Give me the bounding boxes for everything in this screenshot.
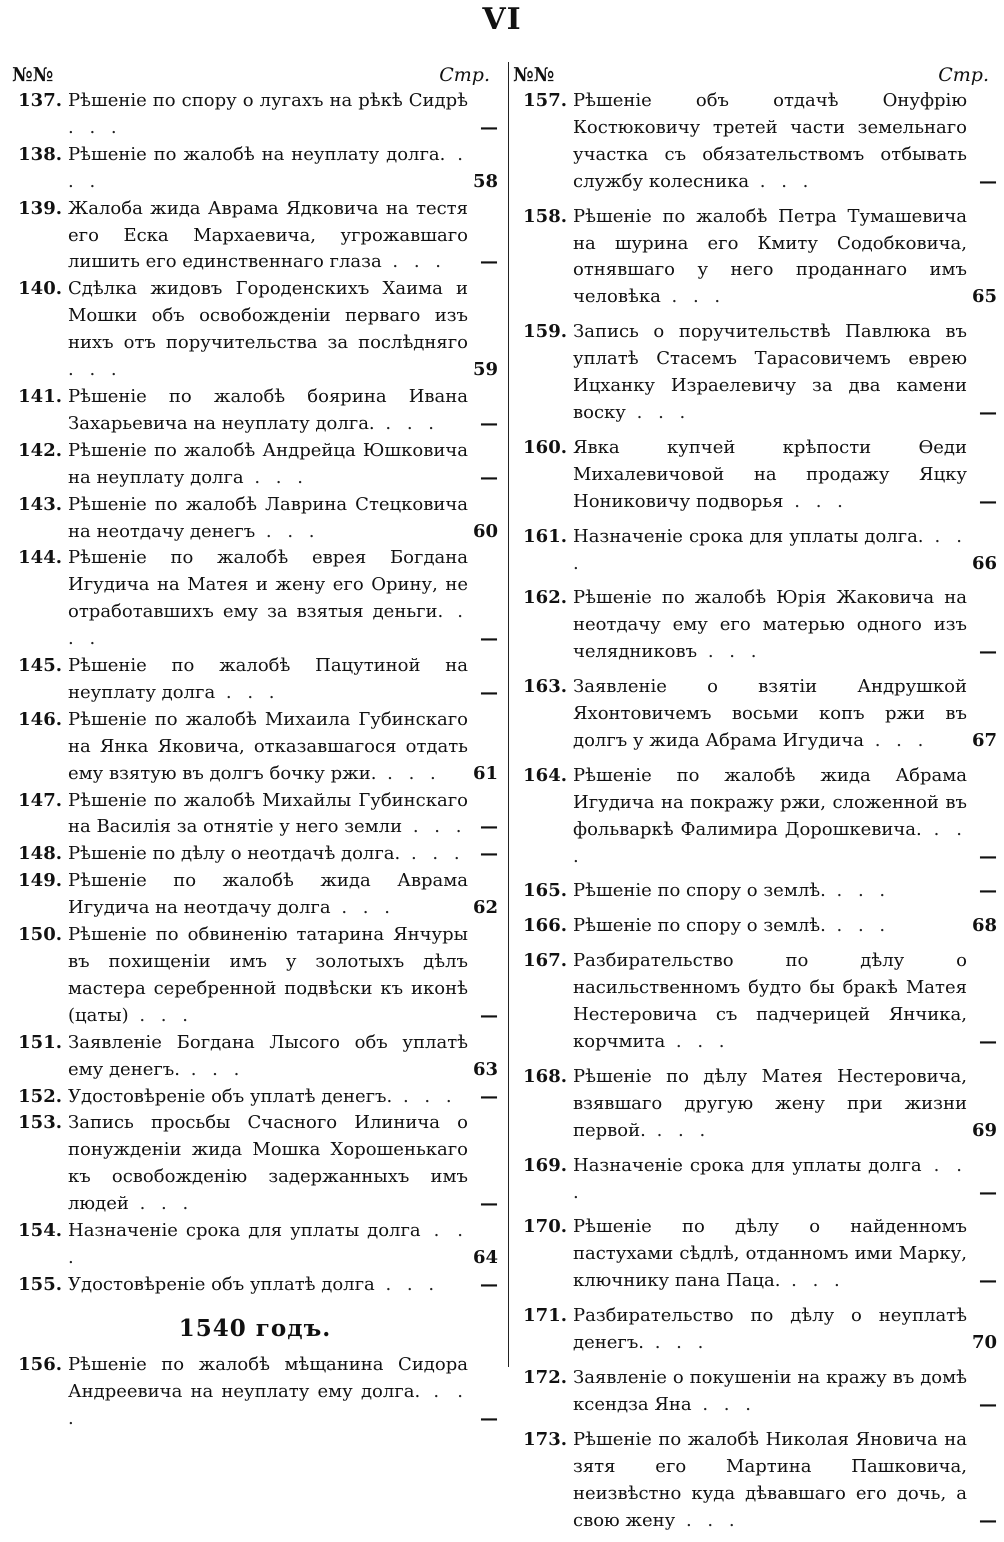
- entry-title-text: Рѣшеніе по дѣлу Матея Нестеровича, взявшаго другую жену при жизни первой.: [573, 1065, 967, 1141]
- entry-gap: [513, 1145, 997, 1153]
- entry-number: 169.: [523, 1154, 567, 1176]
- entry-title: [573, 913, 967, 940]
- entry-page: 63: [472, 1058, 498, 1080]
- entry-title-text: Назначеніе срока для уплаты долга: [68, 1220, 421, 1242]
- page-header: Стр.: [938, 64, 989, 86]
- entry-title: [68, 1110, 468, 1218]
- entry-title: [573, 524, 967, 578]
- entry-page: —: [480, 466, 498, 488]
- entry-gap: [513, 940, 997, 948]
- entry-title-text: Рѣшеніе по дѣлу о неотдачѣ долга.: [68, 843, 401, 865]
- entry-page: —: [979, 845, 997, 867]
- leader-dots: . . .: [243, 466, 308, 488]
- column-header: [12, 62, 498, 88]
- toc-entry: [12, 841, 498, 868]
- leader-dots: . . .: [255, 520, 320, 542]
- entry-title-text: Рѣшеніе по жалобѣ Пацутиной на неуплату долга: [68, 655, 468, 703]
- entry-number: 149.: [18, 870, 62, 892]
- entry-gap: [513, 755, 997, 763]
- entry-number: 139.: [18, 197, 62, 219]
- entry-number: 173.: [523, 1428, 567, 1450]
- entry-page: —: [979, 1031, 997, 1052]
- toc-entry: [513, 88, 997, 196]
- toc-entry: [12, 384, 498, 438]
- entry-gap: [513, 1206, 997, 1214]
- number-header: №№: [12, 64, 54, 86]
- entry-title-text: Жалоба жида Аврама Ядковича на тестя его Еска Мархаевича, угрожавшаго лишить его единственнаго глаза: [68, 197, 468, 273]
- toc-entry: [12, 1218, 498, 1272]
- left-column: [12, 62, 498, 1433]
- entry-list: [12, 88, 498, 1299]
- entry-page: —: [480, 251, 498, 273]
- entry-title: [68, 922, 468, 1030]
- leader-dots: . . .: [179, 1058, 245, 1080]
- entry-title-text: Рѣшеніе по дѣлу о найденномъ пастухами сѣдлѣ, отданномъ ими Марку, ключнику пана Паца.: [573, 1216, 967, 1292]
- entry-gap: [513, 1295, 997, 1303]
- leader-dots: . . .: [665, 1031, 730, 1052]
- entry-title: [68, 384, 468, 438]
- leader-dots: . . .: [68, 1220, 469, 1268]
- entry-page: —: [979, 490, 997, 512]
- entry-title: [573, 319, 967, 427]
- entry-number: 151.: [18, 1031, 62, 1053]
- entry-number: 161.: [523, 525, 567, 547]
- entry-gap: [513, 1534, 997, 1542]
- leader-dots: . . .: [400, 843, 465, 865]
- leader-dots: . . .: [68, 359, 122, 381]
- entry-number: 146.: [18, 708, 62, 730]
- entry-number: 138.: [18, 143, 62, 165]
- entry-number: 155.: [18, 1273, 62, 1295]
- entry-page: —: [480, 1004, 498, 1026]
- entry-title-text: Удостовѣреніе объ уплатѣ долга: [68, 1273, 375, 1295]
- leader-dots: . . .: [697, 641, 762, 663]
- entry-title: [68, 841, 468, 868]
- entry-number: 145.: [18, 655, 62, 677]
- toc-entry: [513, 1214, 997, 1295]
- entry-gap: [513, 577, 997, 585]
- entry-page: —: [480, 628, 498, 650]
- entry-title-text: Назначеніе срока для уплаты долга: [573, 1154, 922, 1176]
- entry-page: 70: [971, 1332, 997, 1354]
- entry-number: 152.: [18, 1085, 62, 1107]
- leader-dots: . . .: [675, 1509, 740, 1531]
- right-column: [508, 62, 997, 1531]
- entry-title: [573, 585, 967, 666]
- entry-number: 158.: [523, 205, 567, 227]
- entry-title: [68, 1218, 468, 1272]
- number-header: №№: [513, 64, 555, 86]
- toc-entry: [12, 1352, 498, 1433]
- leader-dots: . . .: [825, 915, 891, 937]
- toc-entry: [513, 319, 997, 427]
- leader-dots: . . .: [825, 880, 891, 902]
- toc-entry: [513, 1427, 997, 1535]
- entry-title: [573, 88, 967, 196]
- entry-number: 160.: [523, 436, 567, 458]
- toc-entry: [513, 763, 997, 871]
- entry-gap: [513, 1357, 997, 1365]
- toc-entry: [513, 1303, 997, 1357]
- leader-dots: . . .: [330, 897, 395, 919]
- toc-entry: [12, 653, 498, 707]
- toc-entry: [513, 1064, 997, 1145]
- entry-page: —: [979, 170, 997, 192]
- entry-title-text: Удостовѣреніе объ уплатѣ денегъ.: [68, 1085, 393, 1107]
- entry-number: 150.: [18, 924, 62, 946]
- toc-entry: [513, 585, 997, 666]
- entry-gap: [513, 427, 997, 435]
- column-header: [513, 62, 997, 88]
- entry-title: [573, 1427, 967, 1535]
- entry-page: —: [480, 681, 498, 703]
- entry-page: 60: [472, 520, 498, 542]
- entry-gap: [513, 666, 997, 674]
- entry-number: 148.: [18, 843, 62, 865]
- entry-number: 165.: [523, 880, 567, 902]
- entry-title: [68, 1030, 468, 1084]
- entry-number: 137.: [18, 90, 62, 111]
- entry-title: [573, 1153, 967, 1207]
- entry-title: [68, 707, 468, 788]
- entry-title: [68, 788, 468, 842]
- entry-title: [68, 545, 468, 653]
- entry-title: [573, 1214, 967, 1295]
- entry-title-text: Рѣшеніе объ отдачѣ Онуфрію Костюковичу третей части земельнаго участка съ обязательствомъ отбывать службу колесника: [573, 90, 967, 192]
- page-number: VI: [482, 2, 522, 37]
- entry-list: [513, 88, 997, 1542]
- entry-title-text: Запись о поручительствѣ Павлюка въ уплатѣ Стасемъ Тарасовичемъ еврею Ицханку Израелевичу за два камени воску: [573, 321, 967, 423]
- entry-number: 166.: [523, 915, 567, 937]
- entry-list-after-year: [12, 1352, 498, 1433]
- leader-dots: . . .: [644, 1332, 709, 1354]
- toc-entry: [12, 707, 498, 788]
- entry-page: —: [480, 1407, 498, 1429]
- entry-title-text: Сдѣлка жидовъ Городенскихъ Хаима и Мошки объ освобожденіи перваго изъ нихъ отъ поручительства за послѣдняго: [68, 278, 468, 354]
- leader-dots: . . .: [376, 762, 441, 784]
- entry-page: 67: [971, 729, 997, 751]
- entry-page: 59: [472, 359, 498, 381]
- entry-number: 142.: [18, 439, 62, 461]
- toc-entry: [12, 1084, 498, 1111]
- entry-title: [573, 763, 967, 871]
- entry-title: [573, 1064, 967, 1145]
- toc-entry: [12, 142, 498, 196]
- entry-page: —: [979, 1393, 997, 1415]
- entry-title: [68, 276, 468, 384]
- entry-gap: [513, 1056, 997, 1064]
- leader-dots: . . .: [402, 816, 467, 838]
- entry-number: 162.: [523, 587, 567, 609]
- entry-title-text: Разбирательство по дѣлу о неуплатѣ денегъ.: [573, 1305, 967, 1354]
- leader-dots: . . .: [68, 1380, 468, 1429]
- entry-title: [573, 948, 967, 1056]
- entry-gap: [513, 516, 997, 524]
- leader-dots: . . .: [783, 490, 848, 512]
- entry-title-text: Рѣшеніе по жалобѣ Николая Яновича на зятя его Мартина Пашковича, неизвѣстно куда дѣвавшаго его дочь, а свою жену: [573, 1428, 967, 1531]
- entry-title-text: Рѣшеніе по жалобѣ Михайлы Губинскаго на Василія за отнятіе у него земли: [68, 789, 468, 838]
- entry-title-text: Рѣшеніе по жалобѣ еврея Богдана Игудича на Матея и жену его Орину, не отработавшихъ ему за взятыя деньги.: [68, 547, 468, 623]
- entry-title-text: Заявленіе о покушеніи на кражу въ домѣ ксендза Яна: [573, 1366, 967, 1415]
- leader-dots: . . .: [68, 143, 468, 192]
- entry-title: [68, 88, 468, 142]
- entry-page: —: [480, 1273, 498, 1295]
- toc-entry: [513, 878, 997, 905]
- leader-dots: . . .: [691, 1393, 756, 1415]
- entry-title: [573, 878, 967, 905]
- leader-dots: . . .: [128, 1004, 193, 1026]
- entry-title-text: Рѣшеніе по жалобѣ на неуплату долга.: [68, 143, 446, 165]
- entry-number: 167.: [523, 950, 567, 972]
- entry-gap: [513, 905, 997, 913]
- entry-page: 66: [971, 552, 997, 574]
- toc-entry: [12, 788, 498, 842]
- entry-number: 171.: [523, 1305, 567, 1327]
- leader-dots: . . .: [374, 412, 439, 434]
- entry-page: —: [480, 1085, 498, 1107]
- entry-gap: [513, 196, 997, 204]
- entry-title-text: Рѣшеніе по жалобѣ Лаврина Стецковича на неотдачу денегъ: [68, 493, 468, 542]
- entry-title-text: Рѣшеніе по жалобѣ боярина Ивана Захарьевича на неуплату долга.: [68, 385, 468, 434]
- entry-page: —: [480, 412, 498, 434]
- entry-page: —: [979, 880, 997, 902]
- entry-number: 164.: [523, 764, 567, 786]
- entry-gap: [513, 1419, 997, 1427]
- entry-title: [68, 438, 468, 492]
- toc-entry: [12, 1110, 498, 1218]
- entry-title: [573, 1303, 967, 1357]
- toc-entry: [12, 1030, 498, 1084]
- leader-dots: . . .: [780, 1270, 845, 1292]
- entry-number: 144.: [18, 547, 62, 569]
- entry-title: [573, 674, 967, 755]
- leader-dots: . . .: [749, 170, 814, 192]
- leader-dots: . . .: [128, 1193, 194, 1215]
- entry-title-text: Рѣшеніе по жалобѣ Михаила Губинскаго на Янка Яковича, отказавшагося отдать ему взятую въ долгъ бочку ржи.: [68, 708, 468, 784]
- entry-title-text: Разбирательство по дѣлу о насильственномъ будто бы бракѣ Матея Нестеровича съ падчерицей Янчика, корчмита: [573, 950, 967, 1052]
- toc-entry: [12, 922, 498, 1030]
- leader-dots: . . .: [573, 1154, 968, 1203]
- year-heading: 1540 годъ.: [178, 1314, 332, 1342]
- toc-entry: [12, 276, 498, 384]
- entry-page: —: [480, 116, 498, 138]
- entry-title-text: Рѣшеніе по обвиненію татарина Янчуры въ похищеніи имъ у золотыхъ дѣлъ мастера серебренной подвѣски къ иконѣ (цаты): [68, 924, 468, 1026]
- entry-gap: [513, 311, 997, 319]
- entry-page: 61: [472, 762, 498, 784]
- toc-entry: [513, 524, 997, 578]
- entry-page: 65: [971, 286, 997, 308]
- entry-page: —: [979, 641, 997, 663]
- entry-title-text: Назначеніе срока для уплаты долга.: [573, 525, 924, 547]
- leader-dots: . . .: [374, 1273, 440, 1295]
- entry-number: 172.: [523, 1366, 567, 1388]
- entry-title-text: Заявленіе о взятіи Андрушкой Яхонтовичемъ восьми копъ ржи въ долгъ у жида Абрама Игудича: [573, 676, 967, 751]
- entry-title: [573, 204, 967, 312]
- leader-dots: . . .: [68, 116, 122, 138]
- entry-title-text: Рѣшеніе по спору о лугахъ на рѣкѣ Сидрѣ: [68, 90, 468, 111]
- toc-entry: [513, 204, 997, 312]
- entry-title: [573, 435, 967, 516]
- entry-page: —: [480, 1193, 498, 1215]
- entry-title: [68, 1352, 468, 1433]
- entry-page: —: [979, 1181, 997, 1203]
- entry-title-text: Рѣшеніе по жалобѣ жида Аврама Игудича на неотдачу долга: [68, 870, 468, 919]
- entry-number: 140.: [18, 278, 62, 300]
- entry-page: —: [979, 1509, 997, 1531]
- toc-entry: [513, 948, 997, 1056]
- entry-page: 62: [472, 897, 498, 919]
- entry-gap: [513, 870, 997, 878]
- entry-title-text: Рѣшеніе по жалобѣ мѣщанина Сидора Андреевича на неуплату ему долга.: [68, 1353, 468, 1402]
- toc-entry: [513, 1365, 997, 1419]
- entry-page: —: [480, 843, 498, 865]
- leader-dots: . . .: [625, 401, 691, 423]
- leader-dots: . . .: [215, 681, 280, 703]
- toc-entry: [12, 196, 498, 277]
- leader-dots: . . .: [381, 251, 447, 273]
- entry-title-text: Рѣшеніе по жалобѣ Петра Тумашевича на шурина его Кмиту Содобковича, отнявшаго у него проданнаго имъ человѣка: [573, 205, 967, 308]
- entry-page: 68: [971, 915, 997, 937]
- entry-title: [68, 1084, 468, 1111]
- entry-title-text: Рѣшеніе по спору о землѣ.: [573, 880, 826, 902]
- leader-dots: . . .: [863, 729, 929, 751]
- entry-number: 157.: [523, 90, 567, 111]
- entry-title-text: Рѣшеніе по спору о землѣ.: [573, 915, 826, 937]
- entry-title: [68, 868, 468, 922]
- toc-entry: [12, 492, 498, 546]
- leader-dots: . . .: [573, 818, 968, 867]
- entry-title-text: Рѣшеніе по жалобѣ Андрейца Юшковича на неуплату долга: [68, 439, 468, 488]
- toc-entry: [513, 1153, 997, 1207]
- leader-dots: . . .: [645, 1119, 711, 1141]
- entry-page: —: [979, 401, 997, 423]
- entry-number: 170.: [523, 1216, 567, 1238]
- entry-title: [573, 1365, 967, 1419]
- entry-title-text: Рѣшеніе по жалобѣ Юрія Жаковича на неотдачу ему его матерью одного изъ челядниковъ: [573, 587, 967, 663]
- entry-page: 58: [472, 170, 498, 192]
- toc-entry: [12, 88, 498, 142]
- leader-dots: . . .: [392, 1085, 457, 1107]
- entry-title-text: Заявленіе Богдана Лысого объ уплатѣ ему денегъ.: [68, 1031, 468, 1080]
- entry-number: 141.: [18, 385, 62, 407]
- toc-entry: [12, 545, 498, 653]
- entry-title-text: Явка купчей крѣпости Ѳеди Михалевичовой на продажу Яцку Нониковичу подворья: [573, 436, 967, 512]
- entry-number: 159.: [523, 321, 567, 343]
- toc-entry: [513, 913, 997, 940]
- entry-title: [68, 492, 468, 546]
- leader-dots: . . .: [68, 601, 468, 650]
- entry-page: —: [480, 816, 498, 838]
- entry-title-text: Рѣшеніе по жалобѣ жида Абрама Игудича на покражу ржи, сложенной въ фольваркѣ Фалимира Дорошкевича.: [573, 764, 967, 840]
- entry-number: 153.: [18, 1112, 62, 1134]
- leader-dots: . . .: [660, 286, 726, 308]
- entry-page: 69: [971, 1119, 997, 1141]
- entry-number: 163.: [523, 676, 567, 698]
- toc-entry: [513, 435, 997, 516]
- entry-title: [68, 142, 468, 196]
- toc-entry: [12, 1272, 498, 1299]
- entry-title: [68, 1272, 468, 1299]
- toc-entry: [12, 868, 498, 922]
- leader-dots: . . .: [573, 525, 967, 574]
- entry-number: 154.: [18, 1220, 62, 1242]
- entry-page: —: [979, 1270, 997, 1292]
- toc-entry: [12, 438, 498, 492]
- entry-number: 168.: [523, 1065, 567, 1087]
- entry-page: 64: [472, 1246, 498, 1268]
- entry-title: [68, 196, 468, 277]
- entry-number: 147.: [18, 789, 62, 811]
- page-header: Стр.: [439, 64, 490, 86]
- entry-title-text: Запись просьбы Счасного Илинича о понужденіи жида Мошка Хорошенькаго къ освобожденію задержанныхъ имъ людей: [68, 1112, 468, 1215]
- toc-entry: [513, 674, 997, 755]
- entry-title: [68, 653, 468, 707]
- entry-number: 156.: [18, 1353, 62, 1375]
- entry-number: 143.: [18, 493, 62, 515]
